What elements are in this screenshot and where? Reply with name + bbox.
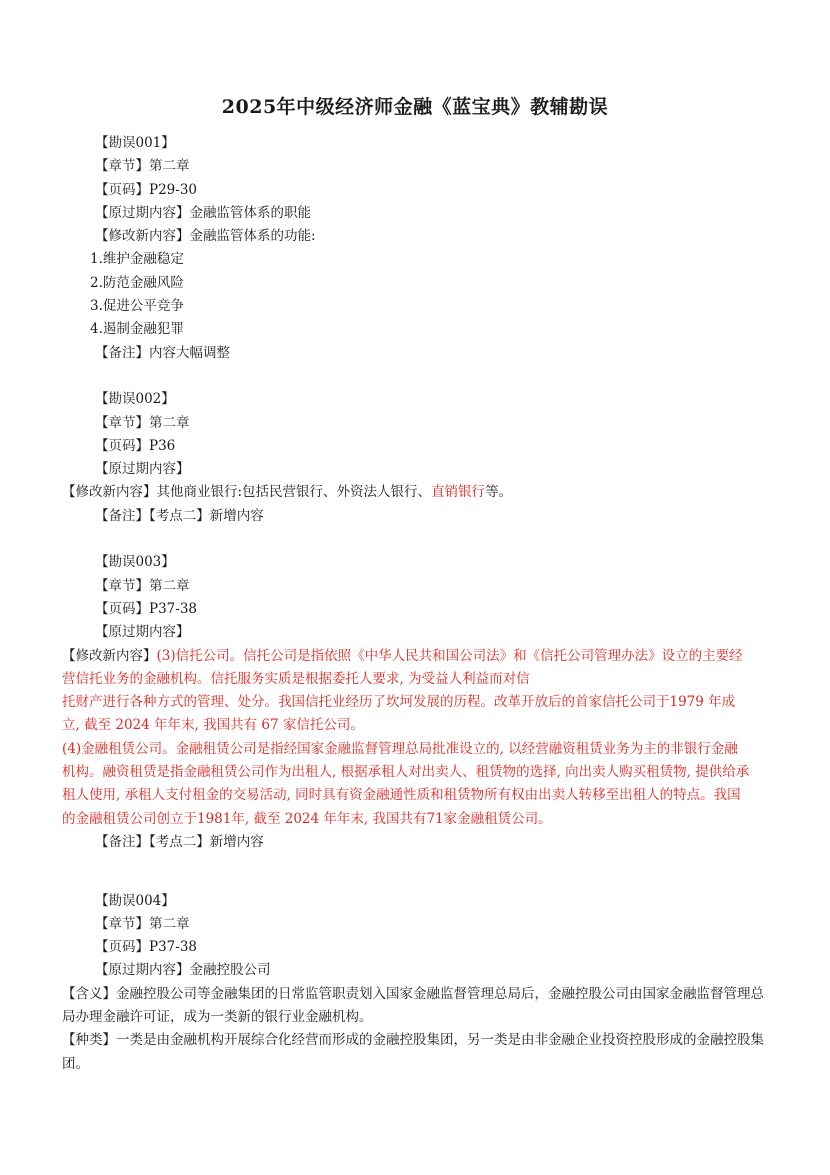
list-item: 2.防范金融风险 [90, 274, 184, 291]
erratum-003-chapter: 【章节】第二章 [95, 577, 190, 594]
erratum-001-page: 【页码】P29-30 [95, 181, 198, 198]
erratum-004-definition: 【含义】金融控股公司等金融集团的日常监管职责划入国家金融监督管理总局后，金融控股公司由国家金融监督管理总局办理金融许可证，成为一类新的银行业金融机构。 [62, 985, 764, 1025]
modified-text: 租人使用, 承租人支付租金的交易活动, 同时具有资金融通性质和租赁物所有权由出卖人转移至出租人的特点。我国 [62, 787, 741, 804]
modified-text: 【修改新内容】其他商业银行:包括民营银行、外资法人银行、 [62, 484, 432, 501]
erratum-004-original: 【原过期内容】金融控股公司 [95, 962, 271, 979]
modified-text: 立, 截至 2024 年年末, 我国共有 67 家信托公司。 [62, 717, 364, 734]
erratum-001-id: 【勘误001】 [95, 135, 175, 151]
modified-text: (3)信托公司。信托公司是指依照《中华人民共和国公司法》和《信托公司管理办法》设立的主要经 [156, 647, 743, 664]
modified-text: 托财产进行各种方式的管理、处分。我国信托业经历了坎坷发展的历程。改革开放后的首家信托公司于1979 年成 [62, 694, 736, 711]
erratum-002-id: 【勘误002】 [95, 391, 175, 408]
modified-text: 的金融租赁公司创立于1981年, 截至 2024 年年末, 我国共有71家金融租赁公司。 [62, 810, 552, 827]
list-item: 3.促进公平竞争 [90, 298, 184, 315]
erratum-003-modified-line [62, 645, 774, 668]
erratum-003-original: 【原过期内容】 [95, 624, 190, 641]
erratum-003-page: 【页码】P37-38 [95, 600, 198, 617]
document-title: 2025年中级经济师金融《蓝宝典》教辅勘误 [221, 96, 609, 118]
document-body [62, 132, 774, 1076]
list-item: 4.遏制金融犯罪 [90, 321, 184, 338]
erratum-001-modified: 【修改新内容】金融监管体系的功能: [95, 228, 316, 245]
erratum-002-chapter: 【章节】第二章 [95, 414, 190, 431]
erratum-004-chapter: 【章节】第二章 [95, 915, 190, 932]
erratum-002-original: 【原过期内容】 [95, 461, 190, 478]
modified-label: 【修改新内容】 [62, 647, 157, 664]
erratum-001-chapter: 【章节】第二章 [95, 158, 190, 175]
list-item: 1.维护金融稳定 [90, 251, 184, 268]
modified-text-end: 等。 [485, 484, 513, 501]
erratum-002-note: 【备注】【考点二】新增内容 [95, 507, 264, 524]
modified-text: 机构。融资租赁是指金融租赁公司作为出租人, 根据承租人对出卖人、租赁物的选择, 向出卖人购买租赁物, 提供给承 [62, 764, 750, 781]
erratum-001-note: 【备注】内容大幅调整 [95, 344, 230, 361]
erratum-002-page: 【页码】P36 [95, 437, 176, 454]
erratum-004-id: 【勘误004】 [95, 892, 175, 909]
erratum-002-modified [62, 481, 774, 504]
modified-text: (4)金融租赁公司。金融租赁公司是指经国家金融监督管理总局批准设立的, 以经营融资租赁业务为主的非银行金融 [62, 740, 738, 757]
erratum-004-page: 【页码】P37-38 [95, 939, 198, 956]
erratum-003-note: 【备注】【考点二】新增内容 [95, 833, 264, 850]
modified-text: 营信托业务的金融机构。信托服务实质是根据委托人要求, 为受益人利益而对信 [62, 670, 530, 687]
erratum-001-original: 【原过期内容】金融监管体系的职能 [95, 204, 311, 221]
erratum-003-id: 【勘误003】 [95, 554, 175, 571]
modified-highlight: 直销银行 [431, 484, 486, 501]
erratum-004-types: 【种类】一类是由金融机构开展综合化经营而形成的金融控股集团，另一类是由非金融企业投资控股形成的金融控股集团。 [62, 1032, 764, 1072]
